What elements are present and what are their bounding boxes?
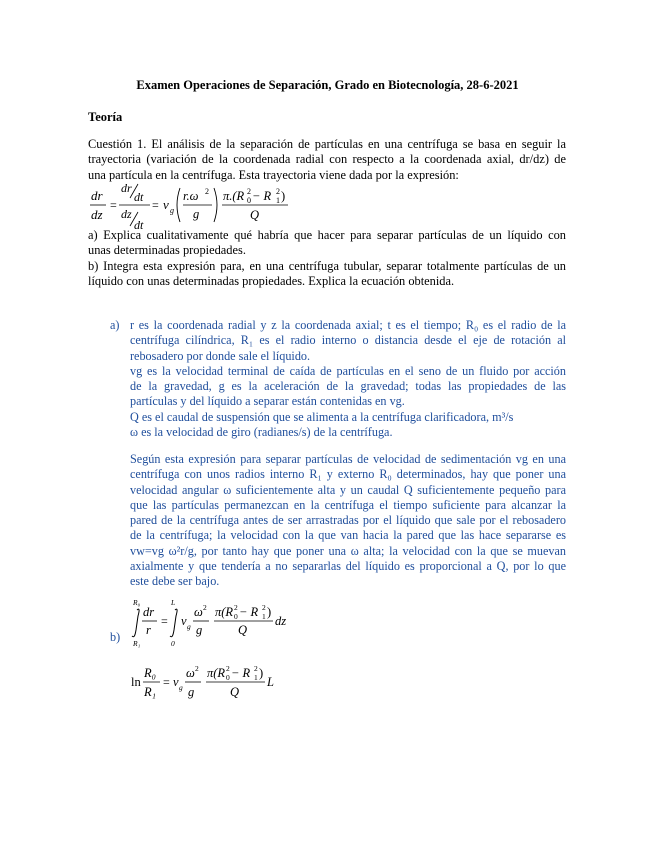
explanation-line: velocidad angular ω suficientemente alta y un caudal Q suficientemente pequeño para <box>130 482 566 497</box>
eq1-frac1-sup: 2 <box>205 187 209 196</box>
eq2-frac1-sup: 2 <box>203 603 207 612</box>
result-equation <box>128 660 328 710</box>
answer-a-line: r es la coordenada radial y z la coordenada axial; t es el tiempo; R₀ es el radio de la <box>130 318 566 332</box>
eq3-v: v <box>173 675 179 689</box>
eq1-frac2-close: ) <box>281 189 286 203</box>
eq2-frac2-den: Q <box>238 623 248 637</box>
answer-b-marker: b) <box>110 630 121 644</box>
eq1-frac2-den: Q <box>250 208 260 222</box>
eq3-L: L <box>267 675 274 689</box>
answer-a-explanation <box>130 452 566 590</box>
eq2-int2-upper: L <box>171 598 176 607</box>
eq1-lhs-num: dr <box>91 188 103 203</box>
eq2-sup2: 2 <box>262 603 266 612</box>
eq3-sup2: 2 <box>254 664 258 673</box>
part-a-line: a) Explica cualitativamente qué habría que hacer para separar partículas de un líquido con <box>88 228 566 242</box>
eq3-sub1: 1 <box>254 673 258 682</box>
eq3-sup2: 2 <box>226 664 230 673</box>
question-line: Cuestión 1. El análisis de la separación de partículas en una centrífuga se basa en seguir la <box>88 137 566 151</box>
eq2-lhs-den: r <box>146 623 151 637</box>
question-line: trayectoria (variación de la coordenada radial con respecto a la coordenada axial, dr/dz) de <box>88 152 566 167</box>
eq2-v-sub: g <box>187 622 191 631</box>
eq1-left-paren <box>177 188 180 222</box>
eq1-v-sub: g <box>170 206 174 215</box>
eq1-v: v <box>163 197 169 212</box>
eq2-equals: = <box>161 614 168 628</box>
eq3-lhs-den: R₁ <box>144 685 156 699</box>
section-heading: Teoría <box>88 110 123 124</box>
explanation-line: vw=vg ω²r/g, por tanto hay que poner una ω alta; la velocidad con la que se muevan <box>130 543 566 558</box>
eq1-equals: = <box>110 198 117 212</box>
eq2-v: v <box>181 614 187 628</box>
eq2-int1-upper: R₀ <box>133 598 141 607</box>
eq3-frac2-tail: − R <box>231 666 251 680</box>
eq3-sub0: 0 <box>226 673 230 682</box>
eq1-frac2-num: π.(R <box>223 189 245 203</box>
eq1-frac1-den: g <box>193 207 200 221</box>
part-a-line: unas determinadas propiedades. <box>88 243 246 258</box>
integral-equation <box>128 598 328 654</box>
eq2-frac1-num: ω <box>194 605 203 619</box>
equation-2-svg <box>128 598 328 650</box>
eq1-sup2: 2 <box>247 187 251 196</box>
eq2-integral-sign <box>170 609 177 637</box>
eq3-equals: = <box>163 675 170 689</box>
eq2-frac2-num: π(R <box>215 605 234 619</box>
answer-a-line: partículas y del líquido a separar están contenidas en vg. <box>130 394 405 409</box>
eq3-frac2-close: ) <box>259 666 264 680</box>
eq1-frac1-num: r.ω <box>183 189 199 203</box>
eq1-sub1: 1 <box>276 196 280 205</box>
question-line: una partícula en la centrífuga. Esta trayectoria viene dada por la expresión: <box>88 167 459 182</box>
answer-a-marker: a) <box>110 318 120 332</box>
explanation-line: pared de la centrífuga antes de ser arrastradas por el líquido que sale por el rebosadero <box>130 513 566 528</box>
eq3-frac1-sup: 2 <box>195 664 199 673</box>
eq1-mid-num: dr <box>121 181 132 195</box>
explanation-line: este debe ser bajo. <box>130 574 220 589</box>
eq1-lhs-den: dz <box>91 207 103 222</box>
answer-a-definitions <box>130 318 566 440</box>
explanation-line: de la centrífuga; la velocidad con la que van hacia la pared que las hace separarse es <box>130 528 566 543</box>
explanation-line: axialmente y que tendería a no separarlas del líquido es proporcional a Q, por lo que <box>130 559 566 574</box>
page-title: Examen Operaciones de Separación, Grado en Biotecnología, 28-6-2021 <box>136 78 519 92</box>
part-b-line: b) Integra esta expresión para, en una centrífuga tubular, separar totalmente partículas de un <box>88 259 566 273</box>
eq2-integral-sign <box>132 609 139 637</box>
eq3-frac1-num: ω <box>186 666 195 680</box>
eq1-sup2: 2 <box>276 187 280 196</box>
eq1-frac2-tail: − R <box>252 189 272 203</box>
explanation-line: que las partículas permanezcan en la centrífuga el tiempo suficiente para alcanzar la <box>130 497 566 512</box>
eq1-mid-den: dz <box>121 207 132 221</box>
eq2-sub1: 1 <box>262 612 266 621</box>
answer-a-line: rebosadero por donde sale el líquido. <box>130 348 311 363</box>
eq1-mid-num-sub: dt <box>134 190 144 204</box>
eq1-sub0: 0 <box>247 196 251 205</box>
answer-a-line: de la gravedad, g es la aceleración de la gravedad; todas las propiedades de las <box>130 379 566 394</box>
part-b-line: líquido con unas determinadas propiedades. Explica la ecuación obtenida. <box>88 274 455 289</box>
eq2-sub0: 0 <box>234 612 238 621</box>
question-part-a <box>88 228 566 259</box>
eq1-mid-den-sub: dt <box>134 218 144 232</box>
eq2-int1-lower: R₁ <box>133 639 141 648</box>
eq3-frac1-den: g <box>188 685 195 699</box>
eq2-sup2: 2 <box>234 603 238 612</box>
eq1-right-paren <box>214 188 217 222</box>
eq3-frac2-den: Q <box>230 685 240 699</box>
eq2-frac1-den: g <box>196 623 203 637</box>
eq1-equals: = <box>152 198 159 212</box>
answer-a-line: ω es la velocidad de giro (radianes/s) de la centrífuga. <box>130 425 393 440</box>
eq3-lhs-num: R₀ <box>144 666 156 680</box>
eq2-frac2-tail: − R <box>239 605 259 619</box>
eq2-frac2-close: ) <box>267 605 272 619</box>
explanation-line: centrífuga con unos radios interno R₁ y externo R₀ determinados, hay que poner una <box>130 467 566 482</box>
answer-a-line: centrífuga cilíndrica, R₁ es el radio interno o distancia desde el eje de rotación al <box>130 333 566 348</box>
eq2-int2-lower: 0 <box>171 639 175 648</box>
eq3-frac2-num: π(R <box>207 666 226 680</box>
eq2-lhs-num: dr <box>143 605 155 619</box>
explanation-line: Según esta expresión para separar partículas de velocidad de sedimentación vg en una <box>130 452 566 466</box>
eq3-ln: ln <box>131 675 141 689</box>
answer-a-line: Q es el caudal de suspensión que se alimenta a la centrífuga clarificadora, m³/s <box>130 409 514 424</box>
eq2-dz: dz <box>275 614 287 628</box>
eq3-v-sub: g <box>179 683 183 692</box>
equation-3-svg <box>128 660 328 706</box>
question-part-b <box>88 259 566 290</box>
answer-a-line: vg es la velocidad terminal de caída de partículas en el seno de un fluido por acción <box>130 363 566 378</box>
question-intro <box>88 137 566 183</box>
equation-1-svg <box>88 178 388 234</box>
